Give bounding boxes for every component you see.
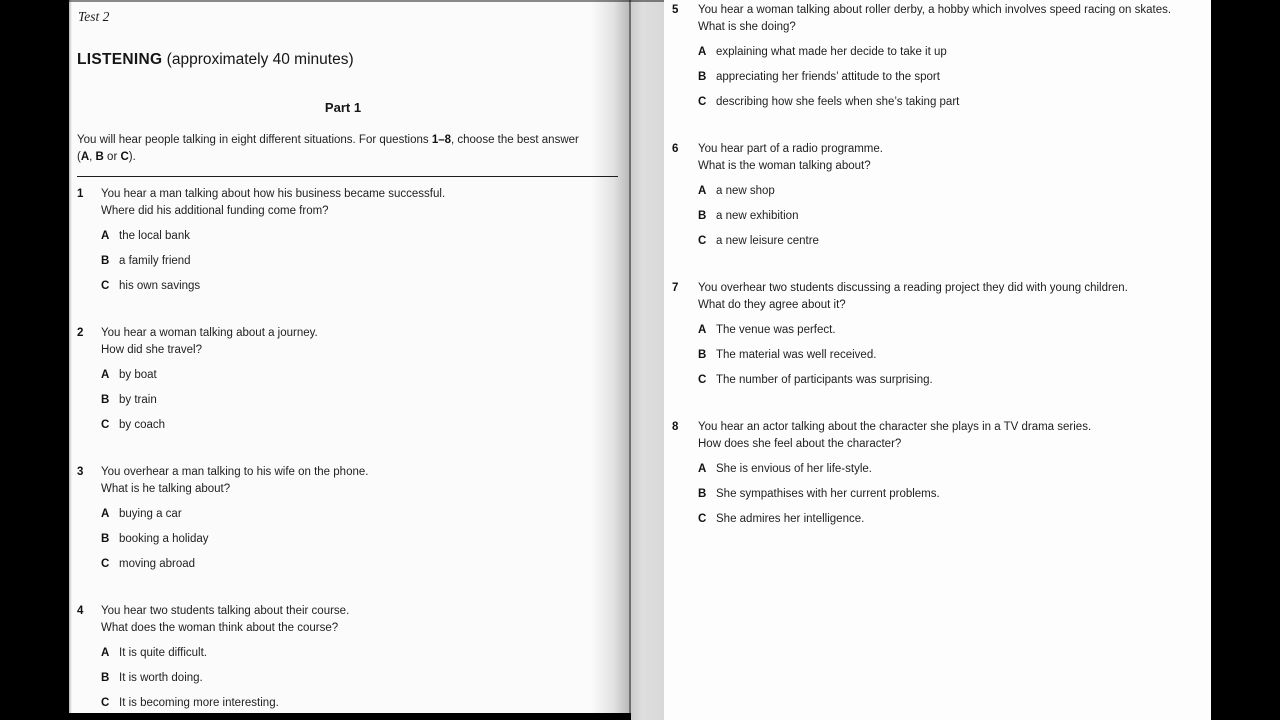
question-prompt: How did she travel? <box>101 344 202 356</box>
option-letter: A <box>698 46 707 58</box>
option-c <box>698 233 1205 250</box>
option-letter: A <box>698 324 707 336</box>
option-text: appreciating her friends’ attitude to the sport <box>716 71 940 83</box>
question-8 <box>672 419 1205 528</box>
question-situation: You overhear a man talking to his wife on the phone. <box>101 466 369 478</box>
question-situation: You hear an actor talking about the character she plays in a TV drama series. <box>698 421 1092 433</box>
question-5 <box>672 2 1205 111</box>
option-b <box>698 208 1205 225</box>
right-page <box>664 0 1211 720</box>
option-letter: C <box>698 374 707 386</box>
option-b <box>698 347 1205 364</box>
option-text: booking a holiday <box>119 533 209 545</box>
option-c <box>698 94 1205 111</box>
option-letter: A <box>101 647 110 659</box>
options <box>101 506 625 573</box>
question-number: 1 <box>77 188 84 200</box>
option-letter: B <box>101 255 110 267</box>
question-number: 2 <box>77 327 84 339</box>
option-b <box>101 392 625 409</box>
instructions-line-1: You will hear people talking in eight different situations. For questions 1–8, choose the best answer <box>77 134 579 146</box>
question-prompt: What do they agree about it? <box>698 299 846 311</box>
option-letter: B <box>698 349 707 361</box>
option-a <box>698 461 1205 478</box>
question-number: 6 <box>672 143 679 155</box>
option-text: She admires her intelligence. <box>716 513 865 525</box>
question-1 <box>77 186 625 295</box>
option-letter: C <box>698 235 707 247</box>
option-letter: C <box>698 96 707 108</box>
option-text: a new leisure centre <box>716 235 819 247</box>
option-letter: B <box>101 672 110 684</box>
options <box>698 322 1205 389</box>
option-c <box>101 556 625 573</box>
option-a <box>101 506 625 523</box>
option-text: It is worth doing. <box>119 672 203 684</box>
question-body <box>101 464 625 573</box>
option-letter: B <box>698 71 707 83</box>
page-top-edge <box>69 0 664 2</box>
option-text: The material was well received. <box>716 349 877 361</box>
test-label: Test 2 <box>78 9 110 24</box>
option-c <box>101 695 625 712</box>
option-text: She sympathises with her current problems. <box>716 488 940 500</box>
questions-right <box>672 2 1205 558</box>
part-title: Part 1 <box>324 100 362 115</box>
question-prompt: Where did his additional funding come from? <box>101 205 329 217</box>
option-b <box>101 253 625 270</box>
option-text: by train <box>119 394 157 406</box>
left-page <box>69 0 631 713</box>
option-letter: C <box>101 280 110 292</box>
option-a <box>101 367 625 384</box>
instructions-line-2: (A, B or C). <box>77 151 136 163</box>
option-letter: A <box>101 508 110 520</box>
options <box>101 645 625 712</box>
option-b <box>101 531 625 548</box>
options <box>698 183 1205 250</box>
option-letter: B <box>101 394 110 406</box>
option-letter: A <box>101 230 110 242</box>
question-body <box>698 141 1205 250</box>
option-letter: C <box>698 513 707 525</box>
question-body <box>698 2 1205 111</box>
option-c <box>698 372 1205 389</box>
option-text: It is becoming more interesting. <box>119 697 279 709</box>
option-letter: C <box>101 558 110 570</box>
option-b <box>101 670 625 687</box>
question-prompt: What is she doing? <box>698 21 796 33</box>
question-situation: You hear a woman talking about roller derby, a hobby which involves speed racing on skates. <box>698 4 1172 16</box>
option-letter: C <box>101 697 110 709</box>
question-body <box>101 603 625 712</box>
option-a <box>698 322 1205 339</box>
option-letter: A <box>101 369 110 381</box>
option-text: The venue was perfect. <box>716 324 836 336</box>
option-text: buying a car <box>119 508 182 520</box>
section-title-bold: LISTENING <box>77 51 163 68</box>
question-number: 8 <box>672 421 679 433</box>
question-2 <box>77 325 625 434</box>
options <box>101 228 625 295</box>
horizontal-rule <box>77 176 618 177</box>
options <box>698 461 1205 528</box>
option-c <box>698 511 1205 528</box>
option-letter: C <box>101 419 110 431</box>
instructions <box>77 132 633 166</box>
option-c <box>101 278 625 295</box>
option-b <box>698 486 1205 503</box>
question-prompt: How does she feel about the character? <box>698 438 902 450</box>
option-a <box>101 228 625 245</box>
option-text: a new exhibition <box>716 210 799 222</box>
question-prompt: What is the woman talking about? <box>698 160 871 172</box>
option-a <box>698 44 1205 61</box>
option-text: describing how she feels when she’s taking part <box>716 96 960 108</box>
option-text: the local bank <box>119 230 190 242</box>
option-letter: B <box>698 210 707 222</box>
options <box>698 44 1205 111</box>
option-text: explaining what made her decide to take it up <box>716 46 947 58</box>
option-c <box>101 417 625 434</box>
option-text: his own savings <box>119 280 201 292</box>
option-text: It is quite difficult. <box>119 647 207 659</box>
question-prompt: What does the woman think about the course? <box>101 622 339 634</box>
question-situation: You hear two students talking about their course. <box>101 605 350 617</box>
question-range: 1–8 <box>431 134 451 146</box>
question-body <box>698 419 1205 528</box>
question-7 <box>672 280 1205 389</box>
section-title <box>77 51 354 69</box>
question-number: 3 <box>77 466 84 478</box>
option-a <box>101 645 625 662</box>
option-letter: B <box>101 533 110 545</box>
option-text: by boat <box>119 369 157 381</box>
questions-left <box>77 186 625 720</box>
option-text: moving abroad <box>119 558 196 570</box>
option-letter: A <box>698 463 707 475</box>
question-number: 7 <box>672 282 679 294</box>
option-letter: A <box>698 185 707 197</box>
question-situation: You hear a man talking about how his business became successful. <box>101 188 446 200</box>
option-b <box>698 69 1205 86</box>
option-letter: B <box>698 488 707 500</box>
question-situation: You hear part of a radio programme. <box>698 143 883 155</box>
question-3 <box>77 464 625 573</box>
book-gutter <box>631 0 664 720</box>
option-text: The number of participants was surprising. <box>716 374 933 386</box>
question-number: 4 <box>77 605 84 617</box>
question-4 <box>77 603 625 712</box>
question-number: 5 <box>672 4 679 16</box>
question-body <box>698 280 1205 389</box>
section-title-suffix: (approximately 40 minutes) <box>162 51 354 68</box>
option-text: a new shop <box>716 185 775 197</box>
option-text: She is envious of her life-style. <box>716 463 872 475</box>
option-text: by coach <box>119 419 166 431</box>
question-body <box>101 186 625 295</box>
question-6 <box>672 141 1205 250</box>
question-situation: You overhear two students discussing a reading project they did with young children. <box>698 282 1128 294</box>
option-text: a family friend <box>119 255 191 267</box>
question-body <box>101 325 625 434</box>
question-prompt: What is he talking about? <box>101 483 231 495</box>
option-a <box>698 183 1205 200</box>
question-situation: You hear a woman talking about a journey. <box>101 327 318 339</box>
options <box>101 367 625 434</box>
